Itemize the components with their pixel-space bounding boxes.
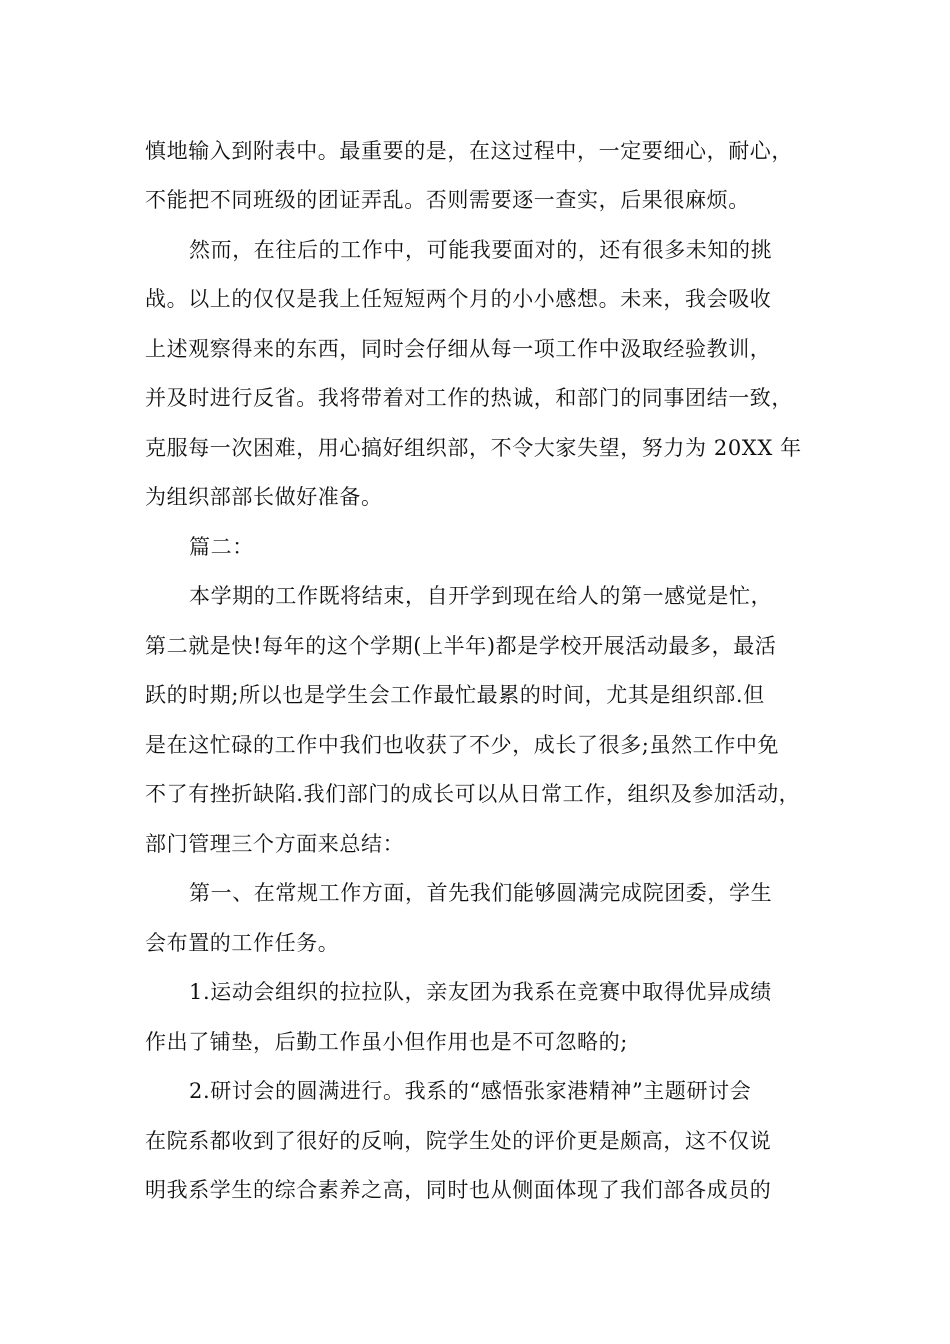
text-line: 第一、在常规工作方面，首先我们能够圆满完成院团委，学生 xyxy=(189,881,773,905)
text-line: 是在这忙碌的工作中我们也收获了不少，成长了很多;虽然工作中免 xyxy=(145,733,780,757)
text-line: 会布置的工作任务。 xyxy=(145,931,340,955)
text-line: 克服每一次困难，用心搞好组织部，不令大家失望，努力为 20XX 年 xyxy=(145,436,802,460)
text-line: 部门管理三个方面来总结： xyxy=(145,832,405,856)
text-line: 跃的时期;所以也是学生会工作最忙最累的时间，尤其是组织部.但 xyxy=(145,683,765,707)
text-line: 本学期的工作既将结束，自开学到现在给人的第一感觉是忙， xyxy=(189,584,773,608)
section-heading: 篇二： xyxy=(189,535,254,559)
text-line: 然而，在往后的工作中，可能我要面对的，还有很多未知的挑 xyxy=(189,238,773,262)
text-line: 上述观察得来的东西，同时会仔细从每一项工作中汲取经验教训， xyxy=(145,337,772,361)
text-line: 战。以上的仅仅是我上任短短两个月的小小感想。未来，我会吸收 xyxy=(145,287,772,311)
text-line: 不能把不同班级的团证弄乱。否则需要逐一查实，后果很麻烦。 xyxy=(145,188,750,212)
text-line: 为组织部部长做好准备。 xyxy=(145,485,383,509)
text-line: 不了有挫折缺陷.我们部门的成长可以从日常工作，组织及参加活动， xyxy=(145,782,801,806)
text-line: 明我系学生的综合素养之高，同时也从侧面体现了我们部各成员的 xyxy=(145,1178,772,1202)
text-line: 1.运动会组织的拉拉队，亲友团为我系在竞赛中取得优异成绩 xyxy=(189,980,772,1004)
text-line: 慎地输入到附表中。最重要的是，在这过程中，一定要细心，耐心， xyxy=(145,139,793,163)
text-line: 并及时进行反省。我将带着对工作的热诚，和部门的同事团结一致， xyxy=(145,386,793,410)
text-line: 2.研讨会的圆满进行。我系的“感悟张家港精神”主题研讨会 xyxy=(189,1079,752,1103)
text-line: 第二就是快!每年的这个学期(上半年)都是学校开展活动最多，最活 xyxy=(145,634,777,658)
text-line: 在院系都收到了很好的反响，院学生处的评价更是颇高，这不仅说 xyxy=(145,1129,772,1153)
text-line: 作出了铺垫，后勤工作虽小但作用也是不可忽略的; xyxy=(145,1030,628,1054)
